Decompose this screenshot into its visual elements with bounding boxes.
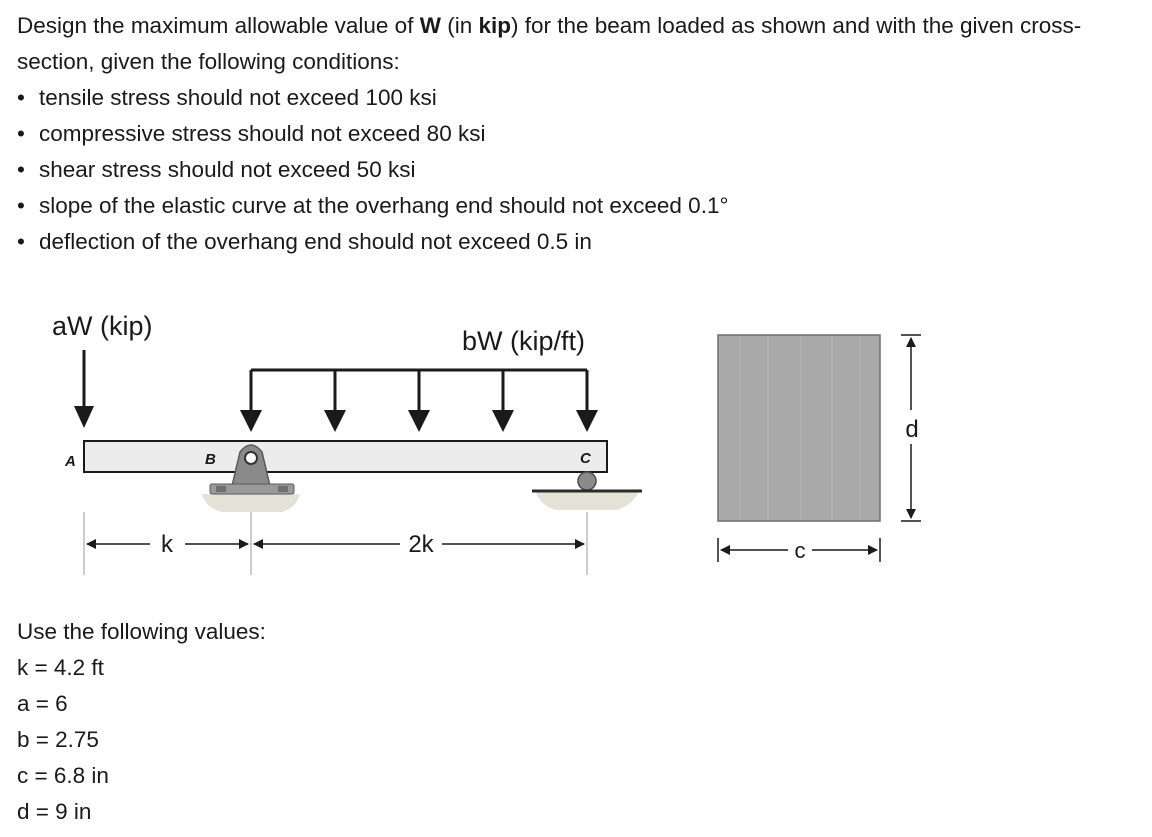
condition-item (17, 224, 1142, 260)
intro-text: ) for the beam loaded as shown and with the given cross-section, given the following conditions: (17, 13, 1082, 74)
roller-support-icon (532, 472, 642, 491)
condition-text: compressive stress should not exceed 80 ksi (39, 121, 486, 146)
intro-unit-kip: kip (478, 13, 511, 38)
condition-item (17, 188, 1142, 224)
given-values (17, 614, 266, 830)
value-item: c = 6.8 in (17, 763, 109, 788)
point-label-b: B (205, 451, 216, 468)
point-label-a: A (65, 453, 76, 470)
conditions-list (17, 80, 1142, 260)
value-item: b = 2.75 (17, 727, 99, 752)
point-load-arrow-icon (74, 350, 94, 428)
bullet-icon: • (17, 121, 25, 146)
value-item: d = 9 in (17, 799, 92, 824)
problem-statement (17, 8, 1142, 260)
point-load-label: aW (kip) (52, 311, 153, 341)
dimension-c-label: c (794, 538, 806, 563)
dimension-d-label: d (905, 416, 919, 443)
bullet-icon: • (17, 157, 25, 182)
value-item: a = 6 (17, 691, 68, 716)
intro-variable-w: W (419, 13, 441, 38)
distributed-load-label: bW (kip/ft) (462, 326, 586, 356)
condition-text: deflection of the overhang end should not exceed 0.5 in (39, 229, 592, 254)
intro-text: Design the maximum allowable value of (17, 13, 420, 38)
condition-text: shear stress should not exceed 50 ksi (39, 157, 416, 182)
cross-section (718, 335, 880, 521)
bullet-icon: • (17, 85, 25, 110)
value-item: k = 4.2 ft (17, 655, 104, 680)
beam-diagram (0, 290, 1152, 610)
bullet-icon: • (17, 229, 25, 254)
condition-item (17, 80, 1142, 116)
distributed-load-arrows-icon (240, 370, 598, 432)
condition-text: slope of the elastic curve at the overhang end should not exceed 0.1° (39, 193, 729, 218)
intro-text: (in (440, 13, 479, 38)
point-label-c: C (580, 450, 591, 467)
condition-item (17, 152, 1142, 188)
condition-item (17, 116, 1142, 152)
values-heading: Use the following values: (17, 619, 266, 644)
condition-text: tensile stress should not exceed 100 ksi (39, 85, 437, 110)
dimension-2k-label: 2k (408, 531, 434, 558)
bullet-icon: • (17, 193, 25, 218)
problem-intro (17, 8, 1142, 80)
beam (84, 441, 607, 472)
dimension-k-label: k (161, 531, 173, 558)
